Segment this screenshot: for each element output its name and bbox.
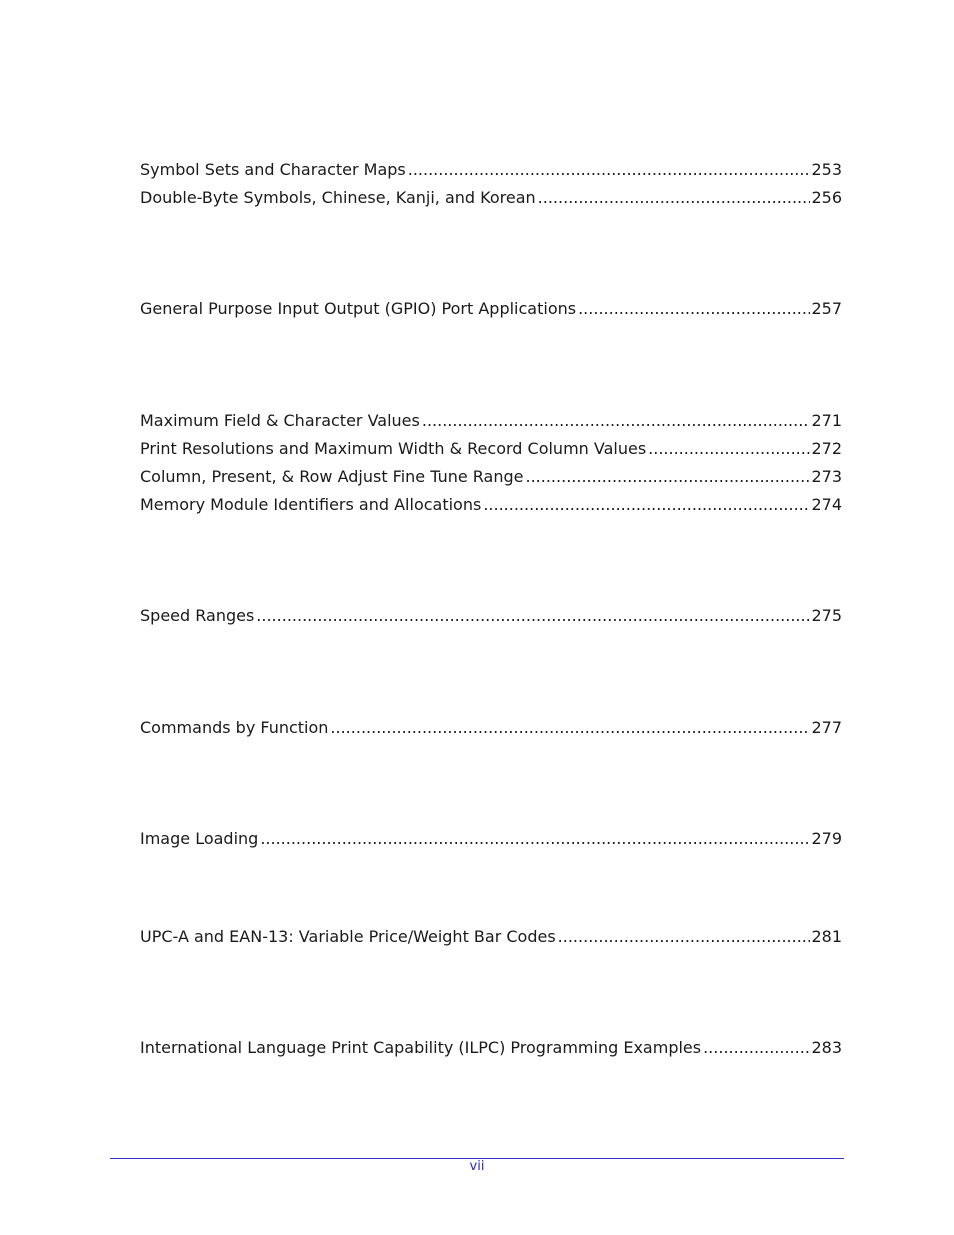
toc-entry-title: Print Resolutions and Maximum Width & Record Column Values xyxy=(140,439,647,458)
toc-dot-leader xyxy=(558,926,811,948)
toc-entry-title: Symbol Sets and Character Maps xyxy=(140,160,406,179)
toc-dot-leader xyxy=(526,466,811,488)
toc-entry-title: Maximum Field & Character Values xyxy=(140,411,420,430)
toc-entry-page: 277 xyxy=(811,718,842,737)
toc-entry-page: 253 xyxy=(811,160,842,179)
toc-dot-leader xyxy=(256,605,810,627)
toc-entry-title: Image Loading xyxy=(140,829,259,848)
toc-entry-commands-by-function[interactable] xyxy=(140,717,842,739)
toc-entry-page: 271 xyxy=(811,411,842,430)
toc-entry-upc-a-ean-13[interactable] xyxy=(140,926,842,948)
toc-entry-title: Speed Ranges xyxy=(140,606,255,625)
toc-dot-leader xyxy=(703,1037,810,1059)
footer-page-number: vii xyxy=(469,1159,485,1174)
toc-entry-memory-module-identifiers[interactable] xyxy=(140,494,842,516)
toc-entry-title: General Purpose Input Output (GPIO) Port Applications xyxy=(140,299,577,318)
toc-entry-page: 281 xyxy=(811,927,842,946)
toc-entry-fine-tune-range[interactable] xyxy=(140,466,842,488)
toc-entry-image-loading[interactable] xyxy=(140,828,842,850)
toc-dot-leader xyxy=(422,410,811,432)
toc-dot-leader xyxy=(408,159,811,181)
toc-entry-title: Commands by Function xyxy=(140,718,329,737)
toc-entry-page: 274 xyxy=(811,495,842,514)
toc-dot-leader xyxy=(330,717,810,739)
toc-entry-title: Double-Byte Symbols, Chinese, Kanji, and Korean xyxy=(140,188,536,207)
toc-entry-page: 257 xyxy=(811,299,842,318)
toc-entry-page: 283 xyxy=(811,1038,842,1057)
toc-dot-leader xyxy=(483,494,810,516)
toc-entry-gpio-port-applications[interactable] xyxy=(140,298,842,320)
toc-entry-page: 279 xyxy=(811,829,842,848)
toc-entry-title: Memory Module Identifiers and Allocations xyxy=(140,495,482,514)
toc-dot-leader xyxy=(538,187,811,209)
toc-entry-maximum-field-values[interactable] xyxy=(140,410,842,432)
toc-entry-print-resolutions[interactable] xyxy=(140,438,842,460)
toc-entry-page: 273 xyxy=(811,467,842,486)
toc-entry-ilpc-programming-examples[interactable] xyxy=(140,1037,842,1059)
toc-entry-title: Column, Present, & Row Adjust Fine Tune Range xyxy=(140,467,524,486)
toc-entry-symbol-sets[interactable] xyxy=(140,159,842,181)
toc-entry-speed-ranges[interactable] xyxy=(140,605,842,627)
toc-dot-leader xyxy=(578,298,810,320)
toc-entry-page: 275 xyxy=(811,606,842,625)
toc-entry-double-byte-symbols[interactable] xyxy=(140,187,842,209)
toc-entry-page: 272 xyxy=(811,439,842,458)
toc-entry-title: International Language Print Capability (ILPC) Programming Examples xyxy=(140,1038,702,1057)
toc-dot-leader xyxy=(260,828,810,850)
toc-entry-title: UPC-A and EAN-13: Variable Price/Weight Bar Codes xyxy=(140,927,556,946)
toc-dot-leader xyxy=(648,438,810,460)
toc-entry-page: 256 xyxy=(811,188,842,207)
